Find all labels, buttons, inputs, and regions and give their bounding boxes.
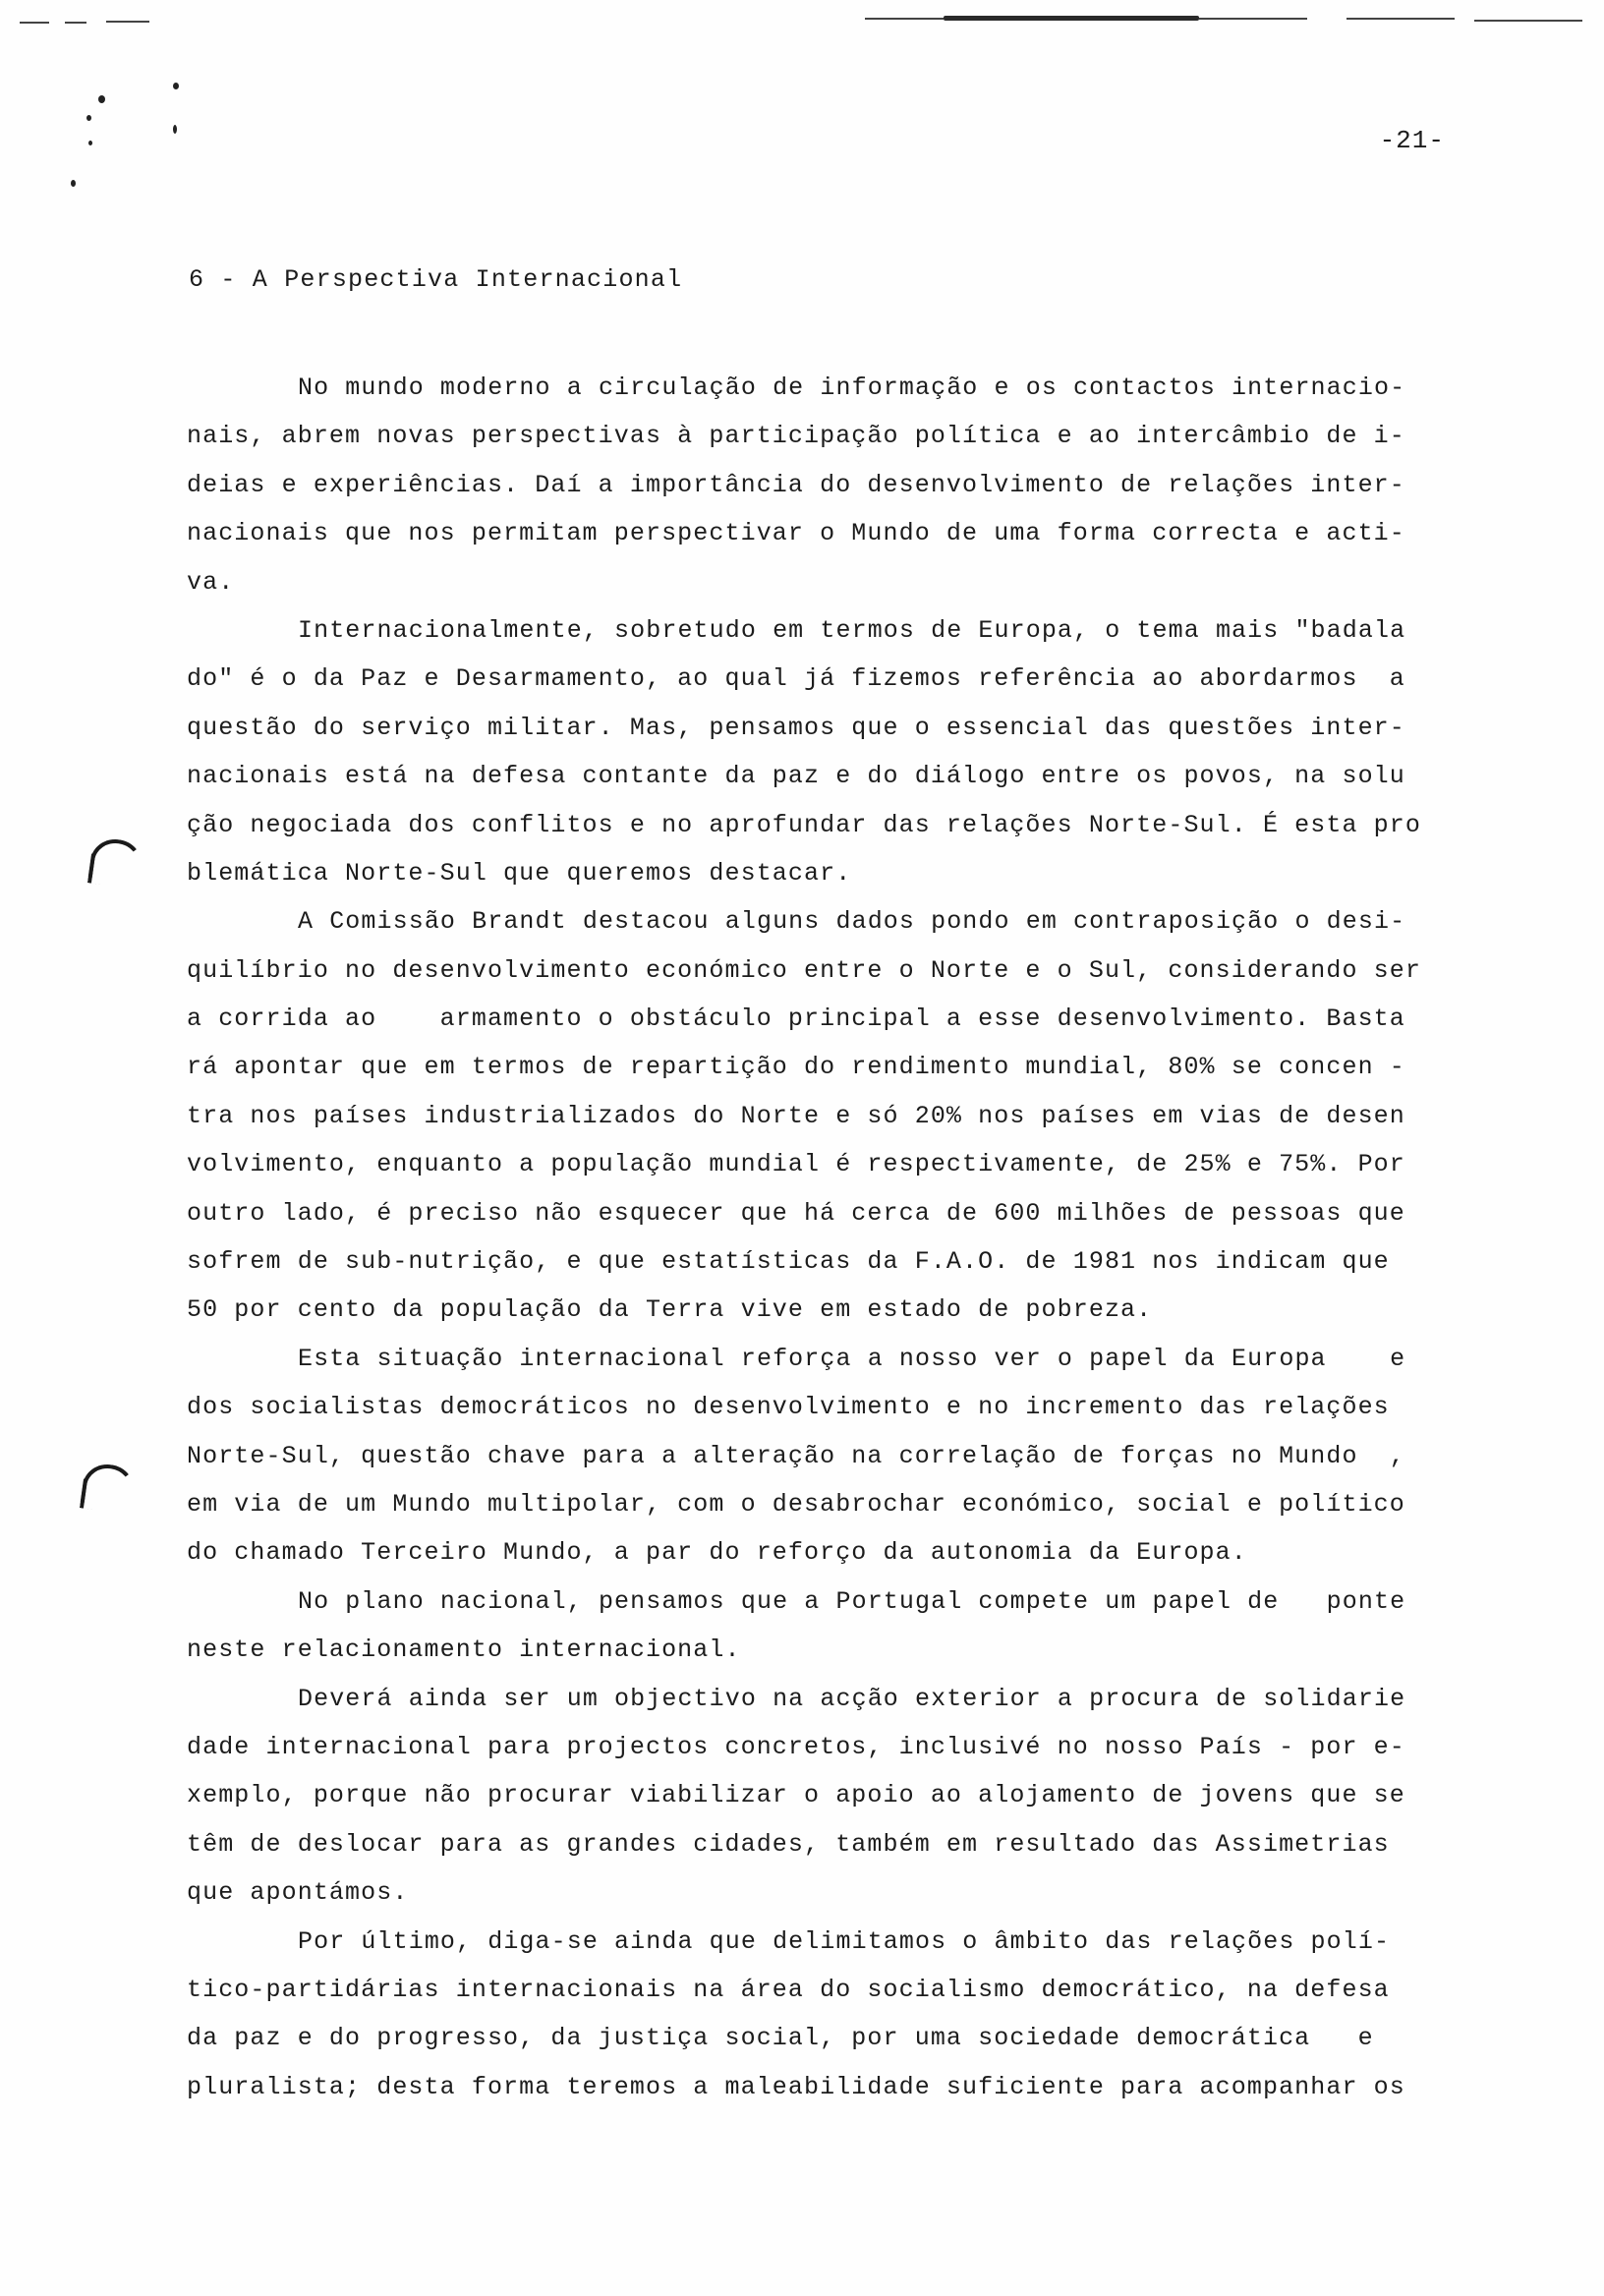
text-line: ção negociada dos conflitos e no aprofundar das relações Norte-Sul. É esta pro [187,810,1421,839]
text-line: A Comissão Brandt destacou alguns dados pondo em contraposição o desi- [298,907,1406,937]
text-line: dade internacional para projectos concretos, inclusivé no nosso País - por e- [187,1732,1405,1761]
text-line: a corrida ao armamento o obstáculo principal a esse desenvolvimento. Basta [187,1004,1405,1034]
scan-speck [173,125,177,134]
text-line: No plano nacional, pensamos que a Portugal compete um papel de ponte [298,1586,1406,1616]
scan-speck [173,83,179,89]
text-line: Deverá ainda ser um objectivo na acção exterior a procura de solidarie [298,1684,1406,1713]
page-number: -21- [1379,126,1445,155]
text-line: questão do serviço militar. Mas, pensamos que o essencial das questões inter- [187,713,1405,742]
text-line: do chamado Terceiro Mundo, a par do reforço da autonomia da Europa. [187,1538,1247,1568]
text-line: 50 por cento da população da Terra vive em estado de pobreza. [187,1295,1153,1325]
text-line: outro lado, é preciso não esquecer que há cerca de 600 milhões de pessoas que [187,1198,1405,1228]
text-line: tico-partidárias internacionais na área do socialismo democrático, na defesa [187,1975,1390,2004]
text-line: xemplo, porque não procurar viabilizar o apoio ao alojamento de jovens que se [187,1781,1405,1810]
scan-speck [86,115,91,121]
text-line: Por último, diga-se ainda que delimitamos o âmbito das relações polí- [298,1926,1391,1956]
text-line: sofrem de sub-nutrição, e que estatísticas da F.A.O. de 1981 nos indicam que [187,1247,1390,1277]
text-line: blemática Norte-Sul que queremos destacar. [187,858,852,888]
text-line: pluralista; desta forma teremos a maleabilidade suficiente para acompanhar os [187,2072,1405,2101]
text-line: No mundo moderno a circulação de informação e os contactos internacio- [298,373,1406,402]
text-line: volvimento, enquanto a população mundial é respectivamente, de 25% e 75%. Por [187,1150,1405,1179]
text-line: nacionais que nos permitam perspectivar o Mundo de uma forma correcta e acti- [187,519,1405,548]
margin-bracket-mark [87,836,144,890]
text-line: deias e experiências. Daí a importância do desenvolvimento de relações inter- [187,470,1405,499]
text-line: neste relacionamento internacional. [187,1636,741,1665]
text-line: que apontámos. [187,1878,409,1908]
text-line: nacionais está na defesa contante da paz e do diálogo entre os povos, na solu [187,762,1405,791]
body-text [187,364,1455,2111]
text-line: quilíbrio no desenvolvimento económico entre o Norte e o Sul, considerando ser [187,955,1421,985]
text-line: Esta situação internacional reforça a nosso ver o papel da Europa e [298,1344,1406,1373]
scan-speck [71,180,76,187]
text-line: Norte-Sul, questão chave para a alteração na correlação de forças no Mundo , [187,1441,1405,1470]
margin-bracket-mark [80,1462,137,1516]
scan-speck [98,95,105,103]
text-line: da paz e do progresso, da justiça social, por uma sociedade democrática e [187,2024,1374,2053]
text-line: em via de um Mundo multipolar, com o desabrochar económico, social e político [187,1489,1405,1519]
text-line: rá apontar que em termos de repartição do rendimento mundial, 80% se concen - [187,1053,1405,1082]
text-line: tra nos países industrializados do Norte e só 20% nos países em vias de desen [187,1101,1405,1130]
text-line: va. [187,567,235,597]
scan-artifact-top [0,12,1604,26]
text-line: nais, abrem novas perspectivas à participação política e ao intercâmbio de i- [187,422,1405,451]
text-line: dos socialistas democráticos no desenvolvimento e no incremento das relações [187,1393,1390,1422]
text-line: têm de deslocar para as grandes cidades, também em resultado das Assimetrias [187,1829,1390,1859]
scan-speck [88,141,92,145]
text-line: do" é o da Paz e Desarmamento, ao qual já fizemos referência ao abordarmos a [187,664,1405,694]
text-line: Internacionalmente, sobretudo em termos de Europa, o tema mais "badala [298,615,1406,645]
section-title: 6 - A Perspectiva Internacional [189,265,683,294]
